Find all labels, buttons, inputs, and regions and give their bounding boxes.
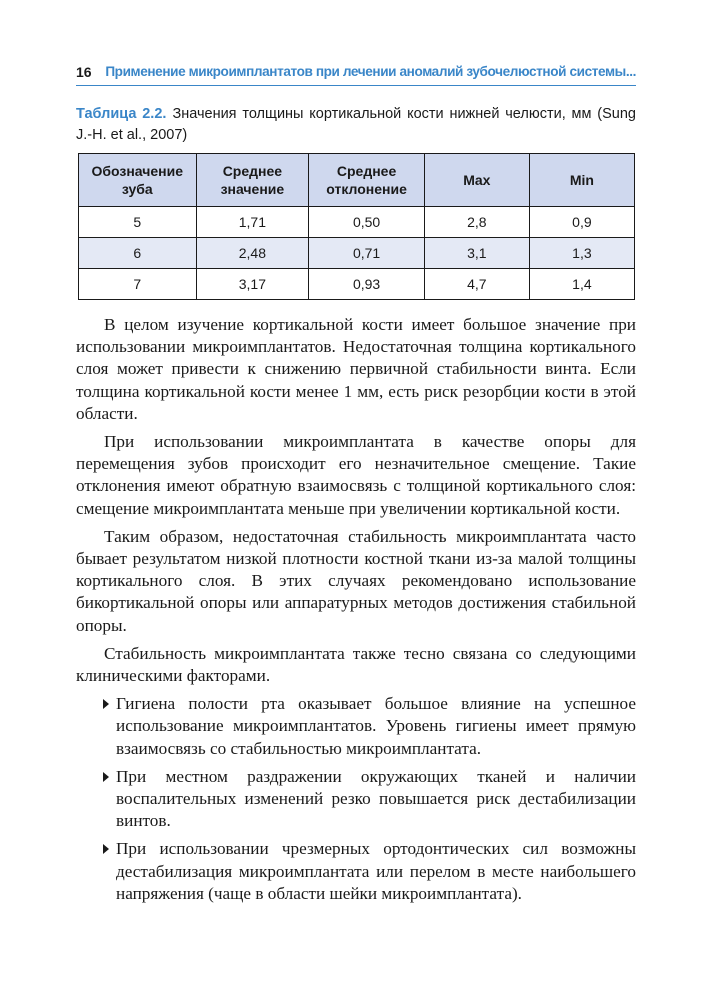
table-row xyxy=(79,207,635,238)
list-item-text: При местном раздражении окружающих тканей и наличии воспалительных изменений резко повышается риск дестабилизации винтов. xyxy=(116,766,636,831)
table-cell: 3,17 xyxy=(196,269,309,300)
list-item-text: Гигиена полости рта оказывает большое влияние на успешное использование микроимплантатов. Уровень гигиены имеет прямую взаимосвязь со стабильностью микроимплантата. xyxy=(116,694,636,758)
table-cell: 3,1 xyxy=(424,238,529,269)
cortical-bone-table xyxy=(78,153,635,300)
table-cell: 0,50 xyxy=(309,207,425,238)
column-header-min: Min xyxy=(529,154,634,207)
paragraph: В целом изучение кортикальной кости имеет большое значение при использовании микроимплантатов. Недостаточная толщина кортикального слоя может привести к снижению первичной стабильности винта. Если толщина кортикальной кости менее 1 мм, есть риск резорбции кости в этой области. xyxy=(76,315,636,423)
table-header-row xyxy=(79,154,635,207)
triangle-bullet-icon xyxy=(103,772,109,782)
triangle-bullet-icon xyxy=(103,844,109,854)
table-cell: 1,4 xyxy=(529,269,634,300)
list-item xyxy=(76,693,636,760)
column-header-mean: Среднее значение xyxy=(196,154,309,207)
running-title: Применение микроимплантатов при лечении аномалий зубочелюстной системы... xyxy=(105,64,636,79)
paragraph: При использовании микроимплантата в качестве опоры для перемещения зубов происходит его незначительное смещение. Такие отклонения имеют обратную взаимосвязь с толщиной кортикального слоя: смещение микроимплантата меньше при увеличении кортикальной кости. xyxy=(76,432,636,518)
table-cell: 2,48 xyxy=(196,238,309,269)
table-cell: 2,8 xyxy=(424,207,529,238)
list-item xyxy=(76,766,636,833)
body-text xyxy=(76,314,636,911)
paragraph: Стабильность микроимплантата также тесно связана со следующими клиническими факторами. xyxy=(76,643,636,686)
table-cell: 4,7 xyxy=(424,269,529,300)
table-cell: 0,71 xyxy=(309,238,425,269)
table-row xyxy=(79,269,635,300)
page-number: 16 xyxy=(76,64,92,80)
factor-list xyxy=(76,693,636,905)
table-cell: 0,93 xyxy=(309,269,425,300)
table-caption-label: Таблица 2.2. xyxy=(76,106,167,122)
page-header xyxy=(76,64,636,86)
paragraph: Таким образом, недостаточная стабильность микроимплантата часто бывает результатом низкой плотности костной ткани из-за малой толщины кортикального слоя. В этих случаях рекомендовано использование бикортикальной опоры или аппаратурных методов достижения стабильной опоры. xyxy=(76,526,636,635)
table-row xyxy=(79,238,635,269)
column-header-max: Max xyxy=(424,154,529,207)
table-cell: 0,9 xyxy=(529,207,634,238)
list-item-text: При использовании чрезмерных ортодонтических сил возможны дестабилизация микроимплантата или перелом в месте наибольшего напряжения (чаще в области шейки микроимплантата). xyxy=(116,839,636,903)
table-cell: 1,71 xyxy=(196,207,309,238)
table-cell: 5 xyxy=(79,207,197,238)
table-caption xyxy=(76,104,636,146)
column-header-tooth: Обозначение зуба xyxy=(79,154,197,207)
list-item xyxy=(76,838,636,905)
triangle-bullet-icon xyxy=(103,699,109,709)
column-header-deviation: Среднее отклонение xyxy=(309,154,425,207)
header-rule xyxy=(76,85,636,86)
table-caption-text: Значения толщины кортикальной кости нижней челюсти, мм (Sung J.-H. et al., 2007) xyxy=(76,106,636,143)
table-cell: 6 xyxy=(79,238,197,269)
table-cell: 7 xyxy=(79,269,197,300)
table-cell: 1,3 xyxy=(529,238,634,269)
